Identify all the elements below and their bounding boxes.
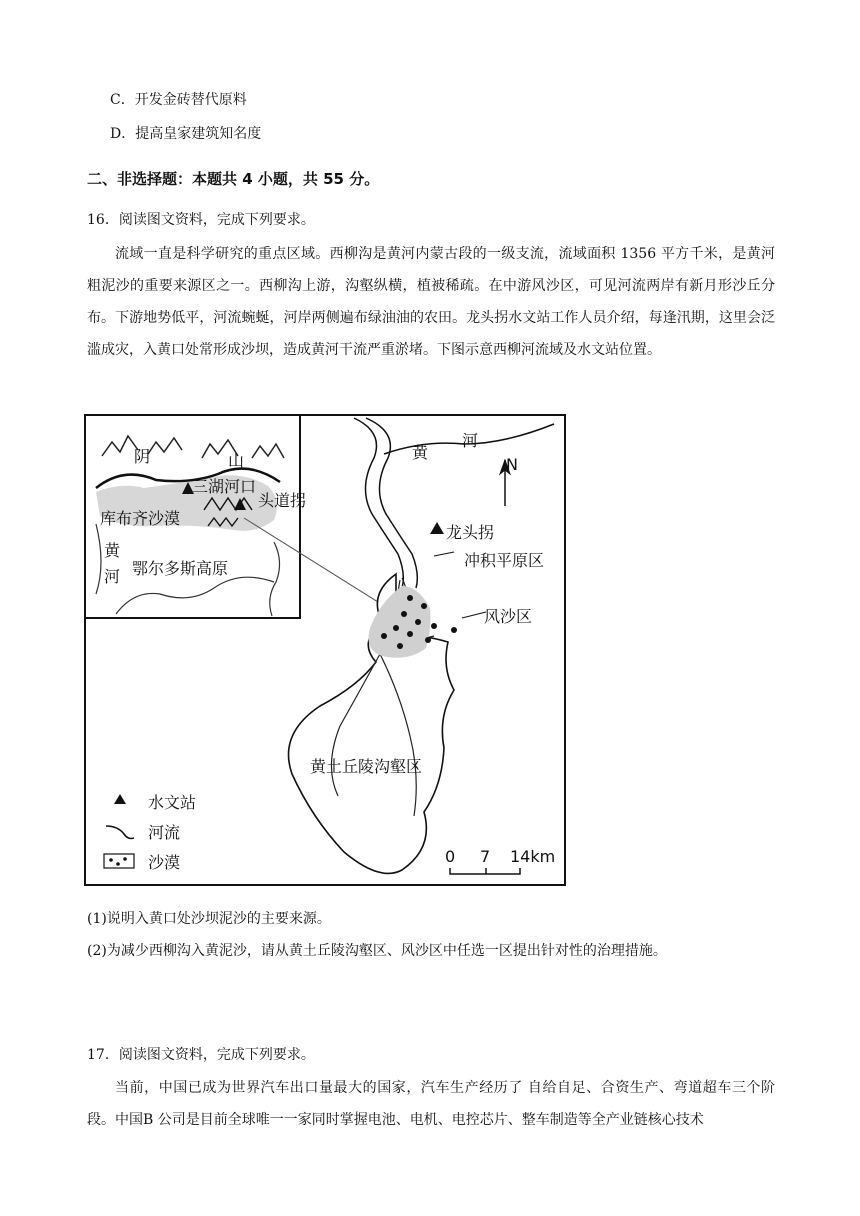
label-longtouguai: 龙头拐 <box>446 523 495 542</box>
label-inset-he: 河 <box>104 567 121 586</box>
label-ordos: 鄂尔多斯高原 <box>132 559 229 578</box>
scale-0: 0 <box>445 847 456 866</box>
legend-river-label: 河流 <box>148 823 181 842</box>
legend-desert-icon <box>104 854 134 868</box>
scale-7: 7 <box>480 847 491 866</box>
label-inset-huang: 黄 <box>104 541 121 560</box>
label-loess: 黄土丘陵沟壑区 <box>310 757 423 776</box>
map-figure <box>84 414 566 886</box>
label-kubuqi: 库布齐沙漠 <box>100 509 181 528</box>
question-17-stem: 17．阅读图文资料，完成下列要求。 <box>87 1047 315 1063</box>
label-toudaoguai: 头道拐 <box>258 491 307 510</box>
label-he: 河 <box>462 431 479 450</box>
option-c: C．开发金砖替代原料 <box>110 92 247 108</box>
question-17-passage: 当前，中国已成为世界汽车出口量最大的国家，汽车生产经历了 自给自足、合资生产、弯道超车三个阶段。中国B 公司是目前全球唯一一家同时掌握电池、电机、电控芯片、整车制造等全产业链核心技术 <box>87 1080 775 1128</box>
section-heading: 二、非选择题：本题共 4 小题，共 55 分。 <box>87 170 380 188</box>
question-16-passage: 流域一直是科学研究的重点区域。西柳沟是黄河内蒙古段的一级支流，流域面积 1356 平方千米，是黄河粗泥沙的重要来源区之一。西柳沟上游，沟壑纵横，植被稀疏。在中游风沙区，可见河流两岸有新月形沙丘分布。下游地势低平，河流蜿蜒，河岸两侧遍布绿油油的农田。龙头拐水文站工作人员介绍，每逢汛期，这里会泛滥成灾，入黄口处常形成沙坝，造成黄河干流严重淤堵。下图示意西柳河流域及水文站位置。 <box>87 246 775 358</box>
label-alluvial: 冲积平原区 <box>464 551 545 570</box>
label-huang: 黄 <box>412 443 429 462</box>
inset-map <box>85 415 306 618</box>
scale-14km: 14km <box>510 847 556 866</box>
question-16-sub1: (1)说明入黄口处沙坝泥沙的主要来源。 <box>87 911 331 927</box>
label-sanhuhekou: 三湖河口 <box>192 477 257 496</box>
legend-desert-label: 沙漠 <box>148 853 181 872</box>
question-16-sub2: (2)为减少西柳沟入黄泥沙，请从黄土丘陵沟壑区、风沙区中任选一区提出针对性的治理措施。 <box>87 943 667 959</box>
label-sand-area: 风沙区 <box>484 607 533 626</box>
label-yin: 阴 <box>134 447 151 466</box>
option-d: D．提高皇家建筑知名度 <box>110 126 262 142</box>
label-shan: 山 <box>228 451 245 470</box>
label-north: N <box>506 455 518 474</box>
legend-station-label: 水文站 <box>148 793 197 812</box>
question-16-stem: 16．阅读图文资料，完成下列要求。 <box>87 212 315 228</box>
